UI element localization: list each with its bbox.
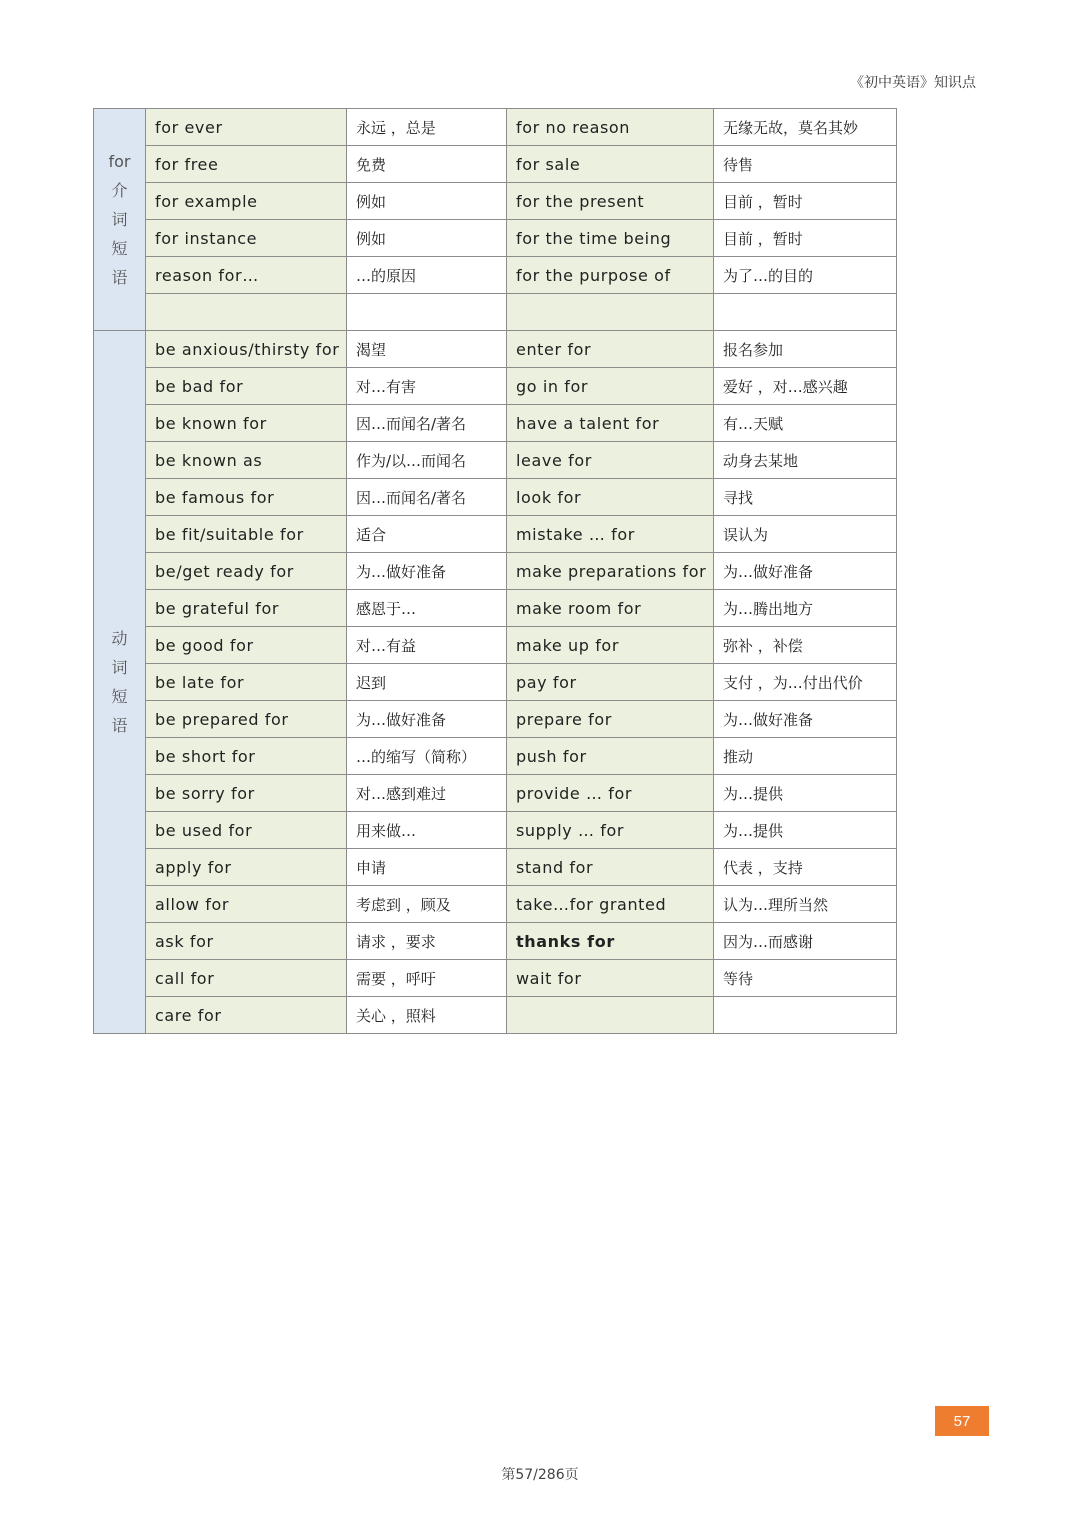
table-row — [94, 442, 897, 479]
category-label-char: 词 — [111, 658, 128, 677]
table-row — [94, 516, 897, 553]
table-row — [94, 997, 897, 1034]
meaning-cell: 为…做好准备 — [714, 553, 897, 590]
category-prepositional-phrases — [94, 109, 146, 331]
meaning-cell: 适合 — [347, 516, 507, 553]
phrase-cell — [146, 294, 347, 331]
meaning-cell — [714, 997, 897, 1034]
meaning-cell: 感恩于… — [347, 590, 507, 627]
phrase-cell: leave for — [507, 442, 714, 479]
phrase-cell: allow for — [146, 886, 347, 923]
phrase-cell: reason for… — [146, 257, 347, 294]
phrase-cell: ask for — [146, 923, 347, 960]
meaning-cell: 弥补 ，补偿 — [714, 627, 897, 664]
meaning-cell: 迟到 — [347, 664, 507, 701]
page-number-badge: 57 — [935, 1406, 989, 1436]
table-row — [94, 331, 897, 368]
meaning-cell: 为…做好准备 — [347, 701, 507, 738]
meaning-cell: 用来做… — [347, 812, 507, 849]
meaning-cell: 支付 ，为…付出代价 — [714, 664, 897, 701]
meaning-cell: 因…而闻名/著名 — [347, 405, 507, 442]
phrase-cell: care for — [146, 997, 347, 1034]
meaning-cell: 例如 — [347, 183, 507, 220]
meaning-cell: 关心 ，照料 — [347, 997, 507, 1034]
meaning-cell: 需要 ，呼吁 — [347, 960, 507, 997]
meaning-cell: 目前 ，暂时 — [714, 220, 897, 257]
meaning-cell: 请求 ，要求 — [347, 923, 507, 960]
category-label-char: for — [108, 152, 131, 171]
phrase-cell: pay for — [507, 664, 714, 701]
phrase-cell: for instance — [146, 220, 347, 257]
phrase-cell: look for — [507, 479, 714, 516]
meaning-cell: 寻找 — [714, 479, 897, 516]
phrase-cell: be known as — [146, 442, 347, 479]
meaning-cell: 免费 — [347, 146, 507, 183]
meaning-cell: 为…做好准备 — [714, 701, 897, 738]
table-row — [94, 960, 897, 997]
table-row — [94, 220, 897, 257]
table-row — [94, 368, 897, 405]
phrase-cell: for the present — [507, 183, 714, 220]
meaning-cell: 作为/以…而闻名 — [347, 442, 507, 479]
category-label-char: 短 — [111, 239, 128, 258]
phrase-cell: supply … for — [507, 812, 714, 849]
phrase-cell: for ever — [146, 109, 347, 146]
category-label-char: 短 — [111, 687, 128, 706]
meaning-cell: 等待 — [714, 960, 897, 997]
meaning-cell: 因…而闻名/著名 — [347, 479, 507, 516]
phrase-cell: be bad for — [146, 368, 347, 405]
meaning-cell: 目前 ，暂时 — [714, 183, 897, 220]
phrase-cell: for no reason — [507, 109, 714, 146]
meaning-cell: 对…有益 — [347, 627, 507, 664]
phrase-cell: be known for — [146, 405, 347, 442]
phrase-cell: enter for — [507, 331, 714, 368]
meaning-cell: 代表 ，支持 — [714, 849, 897, 886]
category-label-char: 语 — [111, 268, 128, 287]
phrase-cell: stand for — [507, 849, 714, 886]
table-row — [94, 553, 897, 590]
phrase-cell: make room for — [507, 590, 714, 627]
meaning-cell: 动身去某地 — [714, 442, 897, 479]
phrase-cell: for free — [146, 146, 347, 183]
phrase-cell: be anxious/thirsty for — [146, 331, 347, 368]
phrase-cell: mistake … for — [507, 516, 714, 553]
phrase-cell: push for — [507, 738, 714, 775]
table-row — [94, 479, 897, 516]
meaning-cell: 因为…而感谢 — [714, 923, 897, 960]
table-row — [94, 923, 897, 960]
phrase-cell: for the purpose of — [507, 257, 714, 294]
phrase-cell: be good for — [146, 627, 347, 664]
table-row — [94, 812, 897, 849]
meaning-cell: 为了…的目的 — [714, 257, 897, 294]
meaning-cell — [347, 294, 507, 331]
meaning-cell: 对…有害 — [347, 368, 507, 405]
meaning-cell: 误认为 — [714, 516, 897, 553]
table-row — [94, 183, 897, 220]
phrase-cell: have a talent for — [507, 405, 714, 442]
phrase-cell: for the time being — [507, 220, 714, 257]
document-header-title: 《初中英语》知识点 — [850, 75, 976, 91]
meaning-cell: 申请 — [347, 849, 507, 886]
phrase-cell: be grateful for — [146, 590, 347, 627]
meaning-cell: 有…天赋 — [714, 405, 897, 442]
phrase-table — [93, 108, 897, 1034]
table-row — [94, 146, 897, 183]
meaning-cell: 报名参加 — [714, 331, 897, 368]
meaning-cell: 为…做好准备 — [347, 553, 507, 590]
category-label-char: 介 — [111, 181, 128, 200]
meaning-cell: …的缩写（简称） — [347, 738, 507, 775]
table-row — [94, 590, 897, 627]
phrase-cell: wait for — [507, 960, 714, 997]
meaning-cell: 认为…理所当然 — [714, 886, 897, 923]
meaning-cell: 对…感到难过 — [347, 775, 507, 812]
table-row — [94, 627, 897, 664]
meaning-cell: 永远 ，总是 — [347, 109, 507, 146]
meaning-cell: 推动 — [714, 738, 897, 775]
table-row — [94, 701, 897, 738]
phrase-cell: for example — [146, 183, 347, 220]
phrase-cell: thanks for — [507, 923, 714, 960]
table-row — [94, 405, 897, 442]
phrase-cell — [507, 294, 714, 331]
phrase-cell: be short for — [146, 738, 347, 775]
phrase-cell: take…for granted — [507, 886, 714, 923]
meaning-cell: 无缘无故，莫名其妙 — [714, 109, 897, 146]
phrase-cell: for sale — [507, 146, 714, 183]
phrase-cell: be fit/suitable for — [146, 516, 347, 553]
meaning-cell — [714, 294, 897, 331]
phrase-cell — [507, 997, 714, 1034]
phrase-cell: make up for — [507, 627, 714, 664]
table-row — [94, 294, 897, 331]
meaning-cell: 渴望 — [347, 331, 507, 368]
table-row — [94, 664, 897, 701]
table-row — [94, 257, 897, 294]
phrase-cell: call for — [146, 960, 347, 997]
meaning-cell: 爱好 ，对…感兴趣 — [714, 368, 897, 405]
table-row — [94, 775, 897, 812]
phrase-cell: provide … for — [507, 775, 714, 812]
meaning-cell: 为…提供 — [714, 775, 897, 812]
phrase-cell: be/get ready for — [146, 553, 347, 590]
phrase-cell: be famous for — [146, 479, 347, 516]
meaning-cell: 例如 — [347, 220, 507, 257]
phrase-cell: be late for — [146, 664, 347, 701]
category-verb-phrases — [94, 331, 146, 1034]
phrase-cell: prepare for — [507, 701, 714, 738]
table-row — [94, 738, 897, 775]
category-label-char: 语 — [111, 716, 128, 735]
phrase-cell: go in for — [507, 368, 714, 405]
category-label-char: 词 — [111, 210, 128, 229]
table-row — [94, 849, 897, 886]
phrase-cell: make preparations for — [507, 553, 714, 590]
page-footer: 第57/286页 — [501, 1467, 579, 1483]
meaning-cell: …的原因 — [347, 257, 507, 294]
meaning-cell: 为…提供 — [714, 812, 897, 849]
category-label-char: 动 — [111, 629, 128, 648]
phrase-cell: apply for — [146, 849, 347, 886]
meaning-cell: 待售 — [714, 146, 897, 183]
meaning-cell: 为…腾出地方 — [714, 590, 897, 627]
meaning-cell: 考虑到 ，顾及 — [347, 886, 507, 923]
phrase-cell: be prepared for — [146, 701, 347, 738]
phrase-cell: be used for — [146, 812, 347, 849]
table-row — [94, 886, 897, 923]
table-row — [94, 109, 897, 146]
phrase-cell: be sorry for — [146, 775, 347, 812]
